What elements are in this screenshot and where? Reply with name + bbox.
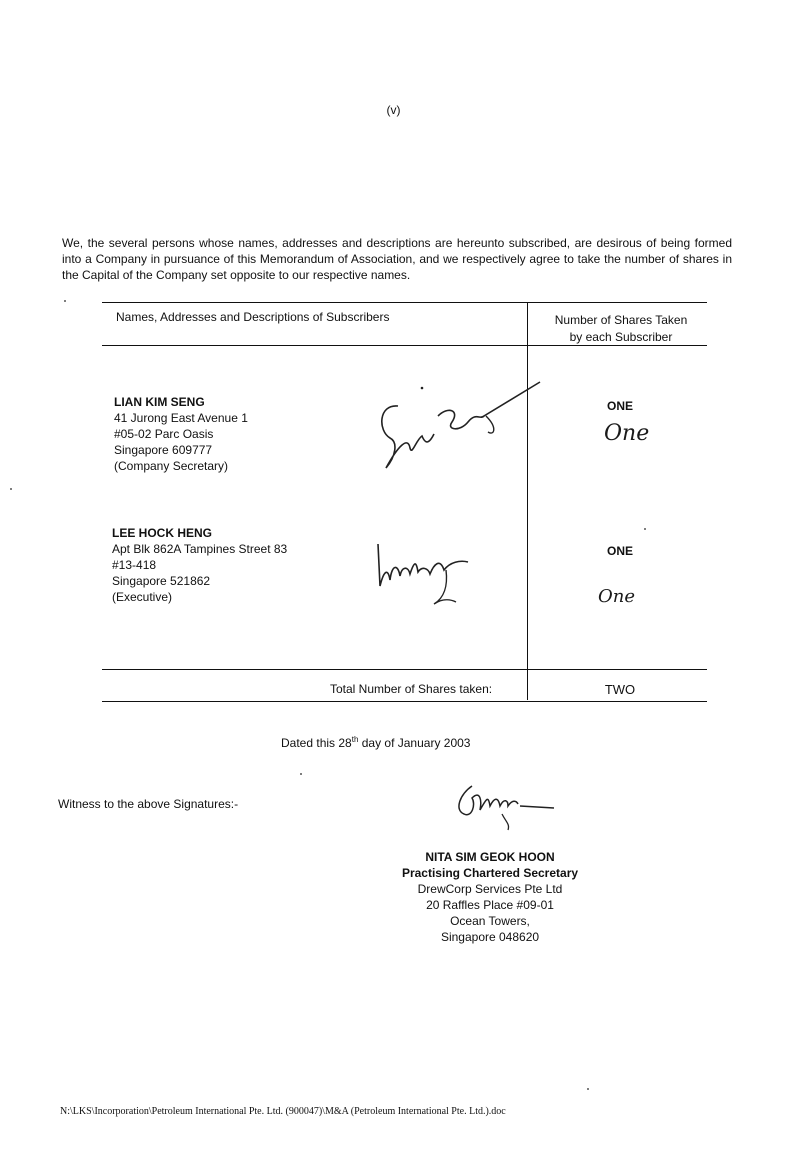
subscriber-1-description: (Company Secretary)	[114, 459, 229, 473]
table-header-shares-line1: Number of Shares Taken	[554, 313, 688, 327]
witness-address-line3: Singapore 048620	[440, 930, 540, 944]
table-top-rule	[102, 302, 707, 303]
subscriber-2-address-line3: Singapore 521862	[112, 574, 211, 588]
subscriber-1-signature	[368, 376, 548, 484]
subscriber-1	[114, 394, 248, 474]
witness-block	[380, 849, 600, 945]
dated-suffix: th	[351, 735, 359, 744]
scan-speck	[644, 528, 646, 530]
witness-address-line2: Ocean Towers,	[450, 914, 530, 928]
subscriber-1-address-line3: Singapore 609777	[114, 443, 213, 457]
intro-paragraph: We, the several persons whose names, addresses and descriptions are hereunto subscribed, are desirous of being formed into a Company in pursuance of this Memorandum of Association, and we respectively agree to take the number of shares in the Capital of the Company set opposite to our respective names.	[62, 236, 732, 282]
table-header-shares-line2: by each Subscriber	[569, 330, 673, 344]
subscriber-1-name: LIAN KIM SENG	[114, 395, 205, 409]
table-header-shares	[536, 312, 706, 346]
subscriber-2-shares: ONE	[606, 544, 633, 558]
scan-speck	[300, 773, 302, 775]
subscriber-2-description: (Executive)	[112, 590, 173, 604]
table-total-top-rule	[102, 669, 707, 670]
total-shares-value: TWO	[604, 682, 636, 697]
dated-rest: day of January 2003	[358, 736, 471, 750]
witness-company: DrewCorp Services Pte Ltd	[417, 882, 563, 896]
scan-speck	[10, 488, 12, 490]
witness-signature	[450, 780, 560, 832]
table-bottom-rule	[102, 701, 707, 702]
subscriber-1-shares-handwritten: One	[604, 421, 650, 446]
dated-line	[281, 735, 470, 750]
total-shares-label: Total Number of Shares taken:	[330, 682, 493, 696]
subscriber-1-address-line2: #05-02 Parc Oasis	[114, 427, 214, 441]
table-column-divider	[527, 302, 528, 700]
subscriber-1-address-line1: 41 Jurong East Avenue 1	[114, 411, 248, 425]
scan-speck	[64, 300, 66, 302]
witness-name: NITA SIM GEOK HOON	[425, 850, 555, 864]
witness-label: Witness to the above Signatures:-	[58, 797, 239, 811]
table-header-subscribers: Names, Addresses and Descriptions of Subscribers	[116, 310, 390, 324]
witness-title: Practising Chartered Secretary	[401, 866, 579, 880]
subscriber-2-shares-handwritten: One	[598, 586, 636, 607]
dated-prefix: Dated this 28	[281, 736, 352, 750]
subscriber-1-shares: ONE	[606, 399, 633, 413]
footer-file-path: N:\LKS\Incorporation\Petroleum International Pte. Ltd. (900047)\M&A (Petroleum International Pte. Ltd.).doc	[60, 1106, 506, 1117]
scan-speck	[587, 1088, 589, 1090]
page-number: (v)	[386, 103, 401, 117]
subscriber-2-name: LEE HOCK HENG	[112, 526, 213, 540]
subscriber-2-address-line1: Apt Blk 862A Tampines Street 83	[112, 542, 288, 556]
subscriber-2-address-line2: #13-418	[112, 558, 157, 572]
subscriber-2-signature	[370, 540, 480, 610]
subscriber-2	[112, 525, 287, 605]
witness-address-line1: 20 Raffles Place #09-01	[426, 898, 554, 912]
